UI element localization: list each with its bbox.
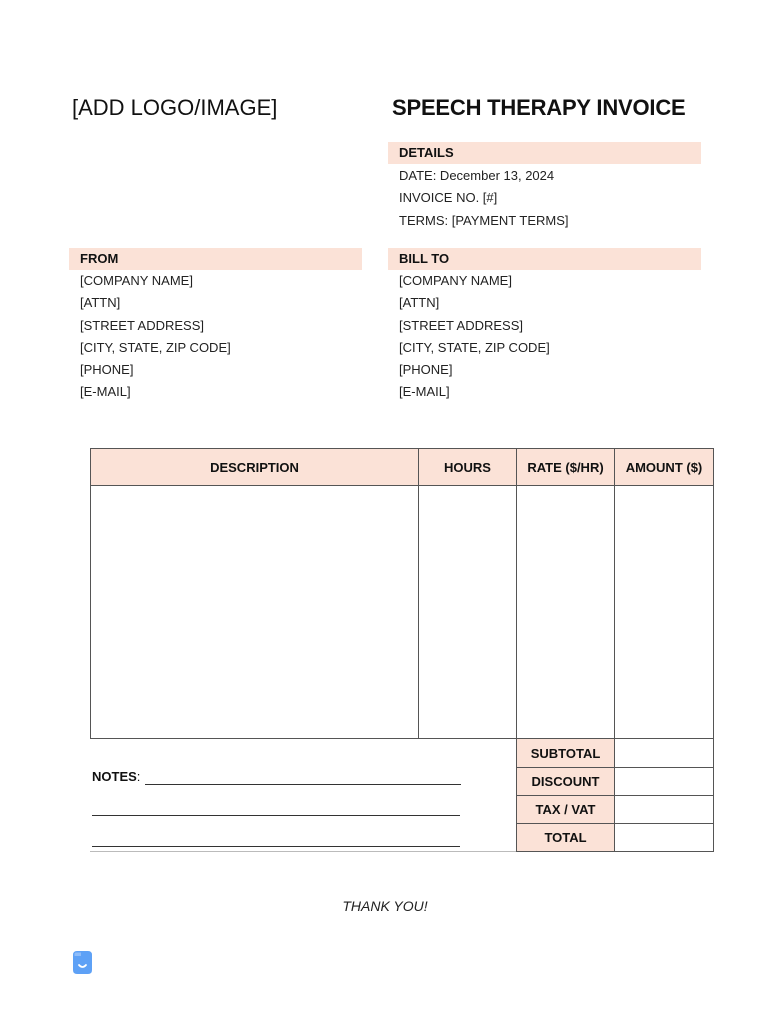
invoice-title: SPEECH THERAPY INVOICE	[392, 95, 686, 120]
table-header-row	[91, 449, 714, 486]
from-city-state-zip: [CITY, STATE, ZIP CODE]	[80, 340, 231, 355]
totals-table	[516, 738, 714, 852]
from-heading: FROM	[69, 248, 362, 270]
brand-logo-icon	[73, 951, 92, 974]
total-value[interactable]	[615, 824, 714, 852]
discount-row	[517, 768, 714, 796]
total-label: TOTAL	[517, 824, 615, 852]
bill-to-heading: BILL TO	[388, 248, 701, 270]
bill-to-company-name: [COMPANY NAME]	[399, 273, 512, 288]
bill-to-phone: [PHONE]	[399, 362, 453, 377]
column-header-description: DESCRIPTION	[91, 449, 419, 486]
bill-to-attn: [ATTN]	[399, 295, 440, 310]
bill-to-city-state-zip: [CITY, STATE, ZIP CODE]	[399, 340, 550, 355]
rate-cell[interactable]	[517, 486, 615, 739]
discount-value[interactable]	[615, 768, 714, 796]
column-header-rate: RATE ($/HR)	[517, 449, 615, 486]
details-heading: DETAILS	[388, 142, 701, 164]
notes-label	[92, 769, 140, 784]
notes-line-3[interactable]	[92, 846, 460, 847]
thank-you-text: THANK YOU!	[342, 898, 428, 914]
subtotal-value[interactable]	[615, 739, 714, 768]
notes-line-1[interactable]	[145, 784, 461, 785]
bill-to-street-address: [STREET ADDRESS]	[399, 318, 524, 333]
logo-placeholder: [ADD LOGO/IMAGE]	[72, 95, 278, 120]
from-phone: [PHONE]	[80, 362, 134, 377]
notes-colon: :	[136, 769, 141, 784]
from-company-name: [COMPANY NAME]	[80, 273, 193, 288]
from-email: [E-MAIL]	[80, 384, 131, 399]
payment-terms: TERMS: [PAYMENT TERMS]	[399, 213, 569, 228]
tax-row	[517, 796, 714, 824]
discount-label: DISCOUNT	[517, 768, 615, 796]
tax-value[interactable]	[615, 796, 714, 824]
subtotal-row	[517, 739, 714, 768]
column-header-hours: HOURS	[419, 449, 517, 486]
description-cell[interactable]	[91, 486, 419, 739]
hours-cell[interactable]	[419, 486, 517, 739]
notes-line-2[interactable]	[92, 815, 460, 816]
invoice-date: DATE: December 13, 2024	[399, 168, 555, 183]
tax-label: TAX / VAT	[517, 796, 615, 824]
table-row	[91, 486, 714, 739]
total-row	[517, 824, 714, 852]
line-items-table	[90, 448, 714, 739]
invoice-number: INVOICE NO. [#]	[399, 190, 498, 205]
notes-bottom-rule	[90, 851, 516, 852]
amount-cell[interactable]	[615, 486, 714, 739]
bill-to-email: [E-MAIL]	[399, 384, 450, 399]
subtotal-label: SUBTOTAL	[517, 739, 615, 768]
notes-label-text: NOTES	[92, 769, 137, 784]
from-street-address: [STREET ADDRESS]	[80, 318, 205, 333]
from-attn: [ATTN]	[80, 295, 121, 310]
column-header-amount: AMOUNT ($)	[615, 449, 714, 486]
